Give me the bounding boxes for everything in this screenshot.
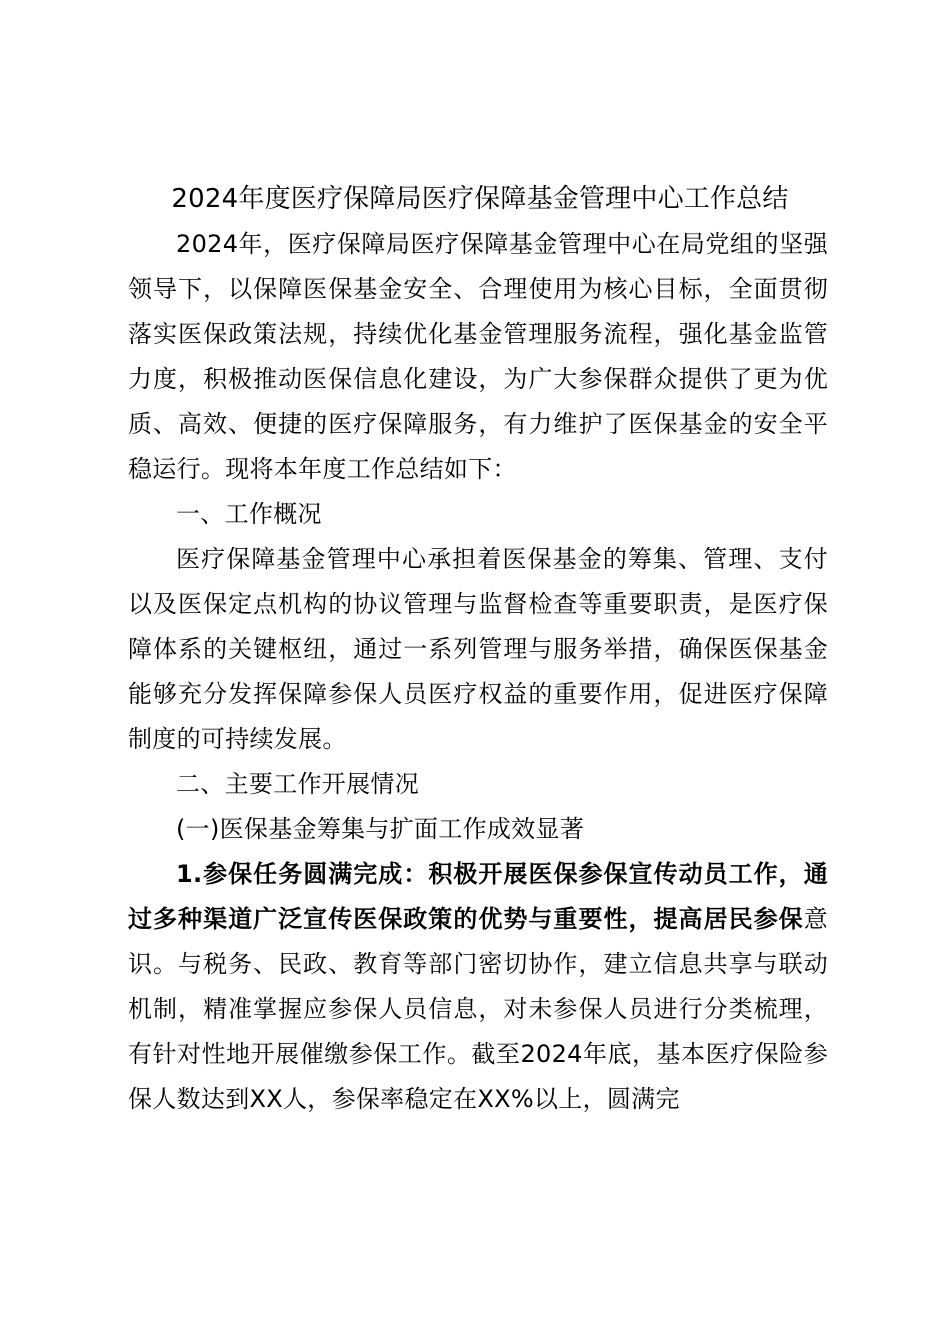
document-body [128, 222, 828, 1122]
item-paragraph-enrollment [128, 852, 828, 1122]
subsection-heading-fund-raising: (一)医保基金筹集与扩面工作成效显著 [176, 815, 585, 843]
section-heading-overview: 一、工作概况 [176, 500, 322, 528]
overview-paragraph: 医疗保障基金管理中心承担着医保基金的筹集、管理、支付以及医保定点机构的协议管理与监督检查等重要职责，是医疗保障体系的关键枢纽，通过一系列管理与服务举措，确保医保基金能够充分发挥保障参保人员医疗权益的重要作用，促进医疗保障制度的可持续发展。 [128, 545, 828, 753]
intro-paragraph: 2024年，医疗保障局医疗保障基金管理中心在局党组的坚强领导下，以保障医保基金安全、合理使用为核心目标，全面贯彻落实医保政策法规，持续优化基金管理服务流程，强化基金监管力度，积极推动医保信息化建设，为广大参保群众提供了更为优质、高效、便捷的医疗保障服务，有力维护了医保基金的安全平稳运行。现将本年度工作总结如下： [128, 230, 828, 483]
item-lead-bold: 1.参保任务圆满完成：积极开展医保参保宣传动员工作，通过多种渠道广泛宣传医保政策的优势与重要性，提高居民参保 [128, 860, 828, 933]
item-body-text: 意识。与税务、民政、教育等部门密切协作，建立信息共享与联动机制，精准掌握应参保人员信息，对未参保人员进行分类梳理，有针对性地开展催缴参保工作。截至2024年底，基本医疗保险参保人数达到XX人，参保率稳定在XX%以上，圆满完 [128, 905, 828, 1113]
document-title: 2024年度医疗保障局医疗保障基金管理中心工作总结 [171, 184, 789, 214]
section-heading-main-work: 二、主要工作开展情况 [176, 770, 419, 798]
